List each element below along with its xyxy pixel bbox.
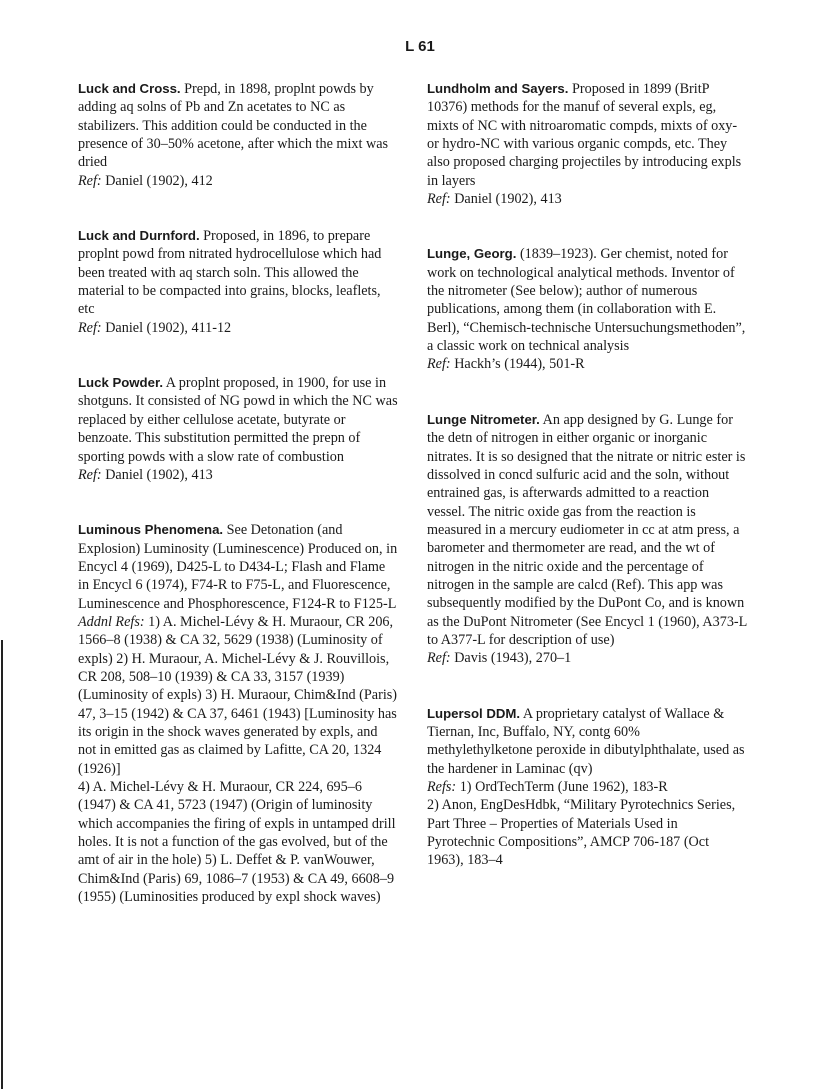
page-number: L 61 <box>405 38 435 55</box>
ref-label: Ref: <box>78 319 102 336</box>
entry-heading: Lunge, Georg. <box>427 246 517 262</box>
refs-label: Addnl Refs: <box>78 613 145 630</box>
ref-label: Ref: <box>78 466 102 483</box>
ref-label: Ref: <box>427 191 451 208</box>
entry-lunge-georg <box>427 245 747 373</box>
ref-label: Ref: <box>427 356 451 373</box>
ref-text: Daniel (1902), 411-12 <box>105 319 232 336</box>
refs-continued: 4) A. Michel-Lévy & H. Muraour, CR 224, 695–6 (1947) & CA 41, 5723 (1947) (Origin of luminosity which accompanies the firing of expls in untamped drill holes. It is not a function of the gas evolved, but of the amt of air in the hole) 5) L. Deffet & P. vanWouwer, Chim&Ind (Paris) 69, 1086–7 (1953) & CA 49, 6608–9 (1955) (Luminosities produced by expl shock waves) <box>78 779 396 906</box>
entry-lupersol-ddm <box>427 705 747 870</box>
refs-continued: 2) Anon, EngDesHdbk, “Military Pyrotechnics Series, Part Three – Properties of Materials Used in Pyrotechnic Compositions”, AMCP 706-187 (Oct 1963), 183–4 <box>427 797 736 869</box>
entry-body: Prepd, in 1898, proplnt powds by adding aq solns of Pb and Zn acetates to NC as stabilizers. This addition could be conducted in the presence of 30–50% acetone, after which the mixt was dried <box>78 81 389 171</box>
ref-label: Ref: <box>78 172 102 189</box>
entry-heading: Luck Powder. <box>78 375 164 391</box>
ref-text: Davis (1943), 270–1 <box>454 650 572 667</box>
entry-heading: Lupersol DDM. <box>427 705 521 721</box>
entry-luck-powder <box>78 374 398 484</box>
entry-body: Proposed, in 1896, to prepare proplnt powd from nitrated hydrocellulose which had been treated with aq starch soln. This allowed the material to be compacted into grains, blocks, leaflets, etc <box>78 228 382 318</box>
entry-lunge-nitrometer <box>427 411 747 668</box>
entry-body: Proposed in 1899 (BritP 10376) methods for the manuf of several expls, eg, mixts of NC with nitroaromatic compds, mixts of oxy- or hydro-NC with various organic compds, etc. They also proposed charging projectiles by introducing expls in layers <box>427 81 742 189</box>
entry-heading: Luck and Durnford. <box>78 228 200 244</box>
ref-text: Daniel (1902), 412 <box>105 172 213 189</box>
entry-heading: Luminous Phenomena. <box>78 522 224 538</box>
ref-text: Hackh’s (1944), 501-R <box>454 356 585 373</box>
ref-text: Daniel (1902), 413 <box>105 466 213 483</box>
ref-label: Ref: <box>427 650 451 667</box>
refs-text: 1) A. Michel-Lévy & H. Muraour, CR 206, 1566–8 (1938) & CA 32, 5629 (1938) (Luminosity of expls) 2) H. Muraour, A. Michel-Lévy & J. Rouvillois, CR 208, 508–10 (1939) & CA 33, 3157 (1939) (Luminosity of expls) 3) H. Muraour, Chim&Ind (Paris) 47, 3–15 (1942) & CA 37, 6461 (1943) [Luminosity has its origin in the shock waves generated by expls, and not in emitted gas as claimed by Lafitte, CA 20, 1324 (1926)] <box>78 613 398 777</box>
entry-heading: Lunge Nitrometer. <box>427 411 540 427</box>
right-column <box>427 80 747 907</box>
scan-edge-line <box>1 640 3 1089</box>
entry-body: A proplnt proposed, in 1900, for use in shotguns. It consisted of NG powd in which the NC was replaced by either cellulose acetate, butyrate or benzoate. This substitution permitted the prepn of sporting powds with a slow rate of combustion <box>78 375 398 465</box>
entry-luminous-phenomena <box>78 521 398 906</box>
entry-heading: Luck and Cross. <box>78 81 181 96</box>
entry-heading: Lundholm and Sayers. <box>427 81 569 96</box>
entry-body: (1839–1923). Ger chemist, noted for work on technological analytical methods. Inventor of the nitrometer (See below); author of numerous publications, among them (in collaboration with E. Berl), “Chemisch-technische Untersuchungsmethoden”, a classic work on technical analysis <box>427 246 746 355</box>
refs-text: 1) OrdTechTerm (June 1962), 183-R <box>459 779 668 795</box>
entry-body: An app designed by G. Lunge for the detn of nitrogen in either organic or inorganic nitrates. It is so designed that the nitrate or nitric ester is dissolved in concd sulfuric acid and the soln, without entrained gas, is afterwards admitted to a reaction vessel. The nitric oxide gas from the reaction is measured in a mercury eudiometer in cc at atm press, a barometer and thermometer are read, and the wt of nitrogen in the nitric oxide and the percentage of nitrogen in the sample are calcd (Ref). This app was subsequently modified by the DuPont Co, and is known as the DuPont Nitrometer (See Encycl 1 (1960), A373-L to A377-L for description of use) <box>427 411 747 648</box>
refs-label: Refs: <box>427 779 457 795</box>
entry-body: A proprietary catalyst of Wallace & Tiernan, Inc, Buffalo, NY, contg 60% methylethylketone peroxide in dibutylphthalate, used as the hardener in Laminac (qv) <box>427 705 745 777</box>
entry-luck-and-durnford <box>78 227 398 337</box>
left-column <box>78 80 398 943</box>
entry-body: See Detonation (and Explosion) Luminosity (Luminescence) Produced on, in Encycl 4 (1969), D425-L to D434-L; Flash and Flame in Encycl 6 (1974), F74-R to F75-L, and Fluorescence, Luminescence and Phosphorescence, F124-R to F125-L <box>78 522 398 612</box>
ref-text: Daniel (1902), 413 <box>454 191 562 208</box>
entry-lundholm-and-sayers <box>427 80 747 208</box>
entry-luck-and-cross <box>78 80 398 190</box>
